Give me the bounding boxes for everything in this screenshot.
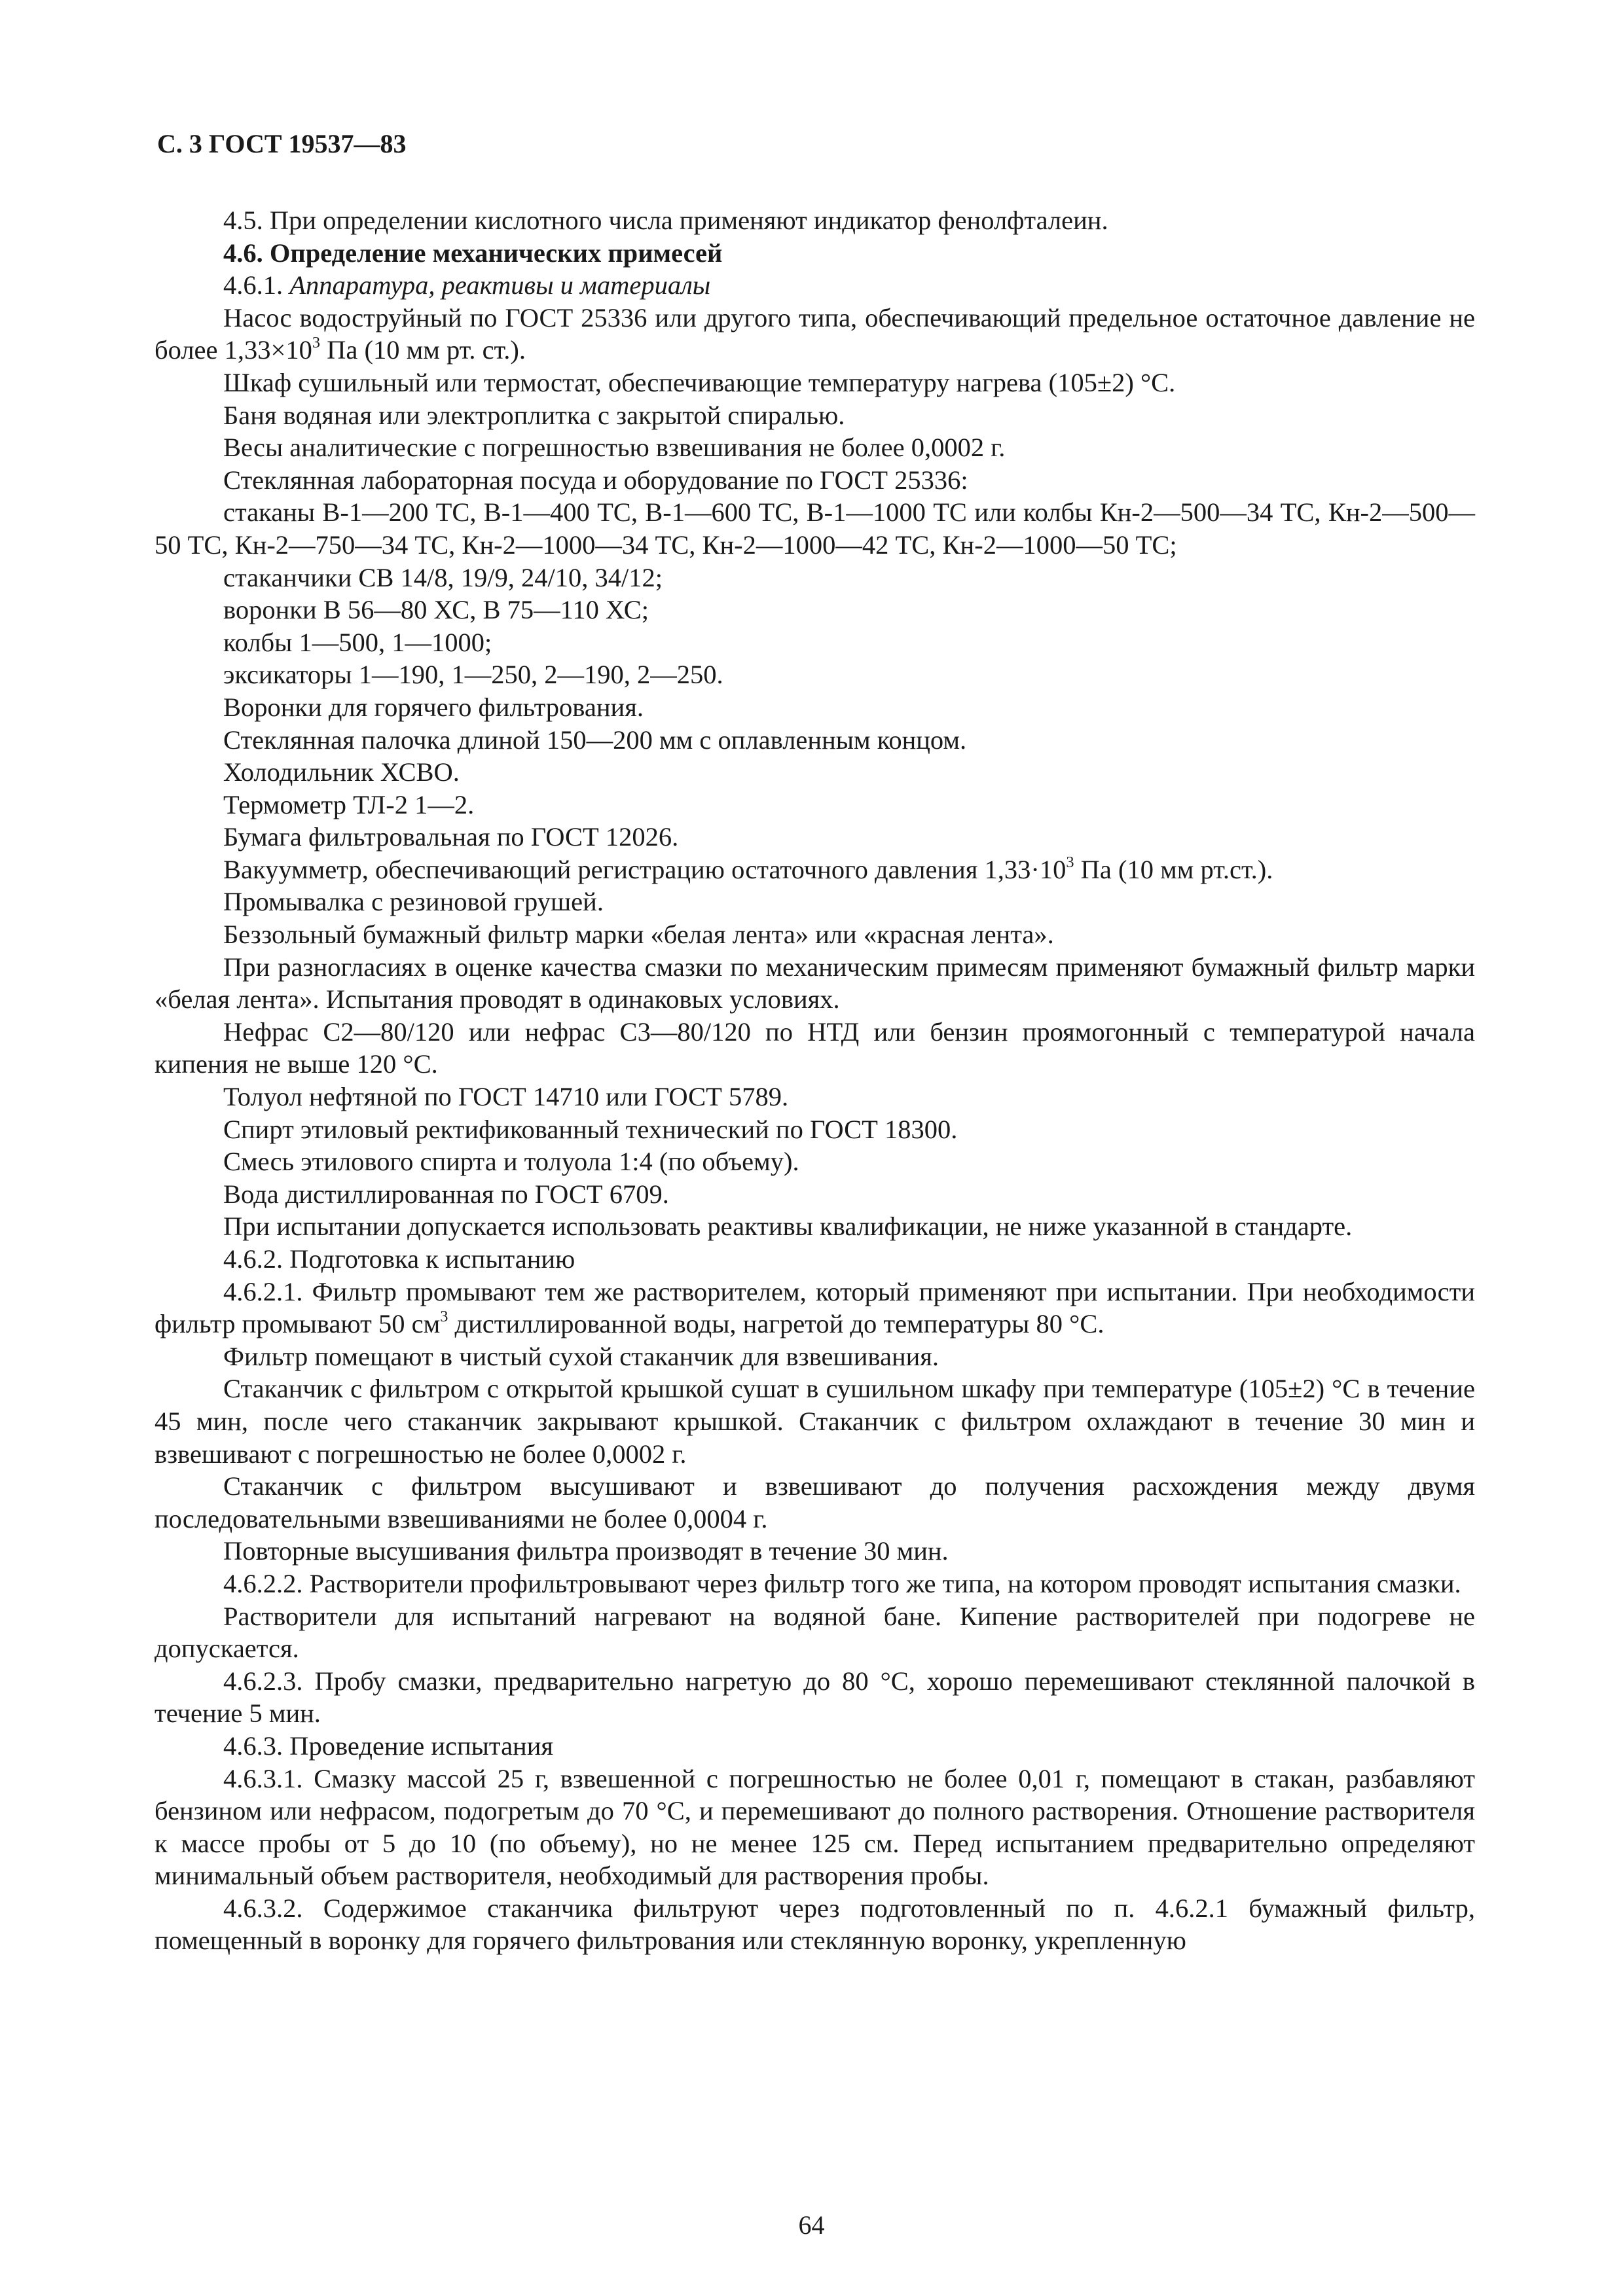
paragraph: эксикаторы 1—190, 1—250, 2—190, 2—250. (223, 660, 723, 690)
paragraph: Толуол нефтяной по ГОСТ 14710 или ГОСТ 5789. (223, 1082, 789, 1112)
paragraph: При разногласиях в оценке качества смазки по механическим примесям применяют бумажный фильтр марки «белая лента». Испытания проводят в одинаковых условиях. (155, 952, 1475, 1014)
paragraph: Баня водяная или электроплитка с закрытой спиралью. (223, 400, 845, 430)
paragraph: Растворители для испытаний нагревают на водяной бане. Кипение растворителей при подогреве не допускается. (155, 1601, 1475, 1664)
paragraph: 4.6.2.3. Пробу смазки, предварительно нагретую до 80 °С, хорошо перемешивают стеклянной палочкой в течение 5 мин. (155, 1666, 1475, 1729)
paragraph: Фильтр помещают в чистый сухой стаканчик для взвешивания. (223, 1341, 939, 1371)
paragraph: Вода дистиллированная по ГОСТ 6709. (223, 1179, 669, 1209)
paragraph: Стеклянная лабораторная посуда и оборудование по ГОСТ 25336: (223, 465, 968, 495)
paragraph: Весы аналитические с погрешностью взвешивания не более 0,0002 г. (223, 433, 1006, 463)
paragraph: Спирт этиловый ректификованный технический по ГОСТ 18300. (223, 1114, 958, 1144)
paragraph: Термометр ТЛ-2 1—2. (223, 789, 475, 819)
paragraph: Бумага фильтровальная по ГОСТ 12026. (223, 822, 679, 852)
page-number: 64 (798, 2210, 825, 2240)
paragraph: 4.6.1. Аппаратура, реактивы и материалы (223, 270, 711, 300)
paragraph: При испытании допускается использовать реактивы квалификации, не ниже указанной в стандарте. (223, 1211, 1353, 1242)
paragraph: 4.6.2.1. Фильтр промывают тем же растворителем, который применяют при испытании. При необходимости фильтр промывают 50 $см^3$ дистиллированной воды, нагретой до температуры 80 °С. (155, 1276, 1475, 1339)
paragraph: Стаканчик с фильтром с открытой крышкой сушат в сушильном шкафу при температуре (105±2) °С в течение 45 мин, после чего стаканчик закрывают крышкой. Стаканчик с фильтром охлаждают в течение 30 мин и взвешивают с погрешностью не более 0,0002 г. (155, 1374, 1475, 1469)
paragraph: колбы 1—500, 1—1000; (223, 627, 492, 657)
paragraph: Вакуумметр, обеспечивающий регистрацию остаточного давления $1,33\cdot 10^3$ Па (10 мм рт.ст.). (223, 853, 1273, 884)
paragraph: Промывалка с резиновой грушей. (223, 887, 604, 917)
paragraph: 4.6. Определение механических примесей (223, 238, 723, 268)
paragraph: Смесь этилового спирта и толуола 1:4 (по объему). (223, 1147, 799, 1177)
page-header: С. 3 ГОСТ 19537—83 (157, 129, 407, 158)
paragraph: 4.5. При определении кислотного числа применяют индикатор фенолфталеин. (223, 206, 1108, 235)
paragraph: Стеклянная палочка длиной 150—200 мм с оплавленным концом. (223, 725, 967, 755)
paragraph: Стаканчик с фильтром высушивают и взвешивают до получения расхождения между двумя последовательными взвешиваниями не более 0,0004 г. (155, 1471, 1475, 1534)
paragraph: 4.6.3. Проведение испытания (223, 1731, 554, 1761)
paragraph: стаканы В-1—200 ТС, В-1—400 ТС, В-1—600 ТС, В-1—1000 ТС или колбы Кн-2—500—34 ТС, Кн-2—500—50 ТС, Кн-2—750—34 ТС, Кн-2—1000—34 ТС, Кн-2—1000—42 ТС, Кн-2—1000—50 ТС; (155, 497, 1475, 560)
paragraph: Насос водоструйный по ГОСТ 25336 или другого типа, обеспечивающий предельное остаточное давление не более $1,33\times 10^3$ Па (10 мм рт. ст.). (155, 302, 1475, 365)
paragraph: 4.6.2.2. Растворители профильтровывают через фильтр того же типа, на котором проводят испытания смазки. (223, 1568, 1461, 1598)
paragraph: стаканчики СВ 14/8, 19/9, 24/10, 34/12; (223, 562, 663, 592)
body-text (155, 204, 1475, 1957)
paragraph: Повторные высушивания фильтра производят в течение 30 мин. (223, 1536, 949, 1566)
paragraph: 4.6.3.2. Содержимое стаканчика фильтруют через подготовленный по п. 4.6.2.1 бумажный фильтр, помещенный в воронку для горячего фильтрования или стеклянную воронку, укрепленную (155, 1893, 1475, 1956)
paragraph: Воронки для горячего фильтрования. (223, 692, 644, 722)
paragraph: воронки В 56—80 ХС, В 75—110 ХС; (223, 595, 649, 625)
paragraph: Нефрас С2—80/120 или нефрас С3—80/120 по НТД или бензин проямогонный с температурой начала кипения не выше 120 °С. (155, 1016, 1475, 1079)
paragraph: 4.6.3.1. Смазку массой 25 г, взвешенной с погрешностью не более 0,01 г, помещают в стакан, разбавляют бензином или нефрасом, подогретым до 70 °С, и перемешивают до полного растворения. Отношение растворителя к массе пробы от 5 до 10 (по объему), но не менее 125 см. Перед испытанием предварительно определяют минимальный объем растворителя, необходимый для растворения пробы. (155, 1763, 1475, 1891)
paragraph: 4.6.2. Подготовка к испытанию (223, 1244, 575, 1274)
paragraph: Шкаф сушильный или термостат, обеспечивающие температуру нагрева (105±2) °С. (223, 367, 1176, 397)
paragraph: Холодильник ХСВО. (223, 757, 460, 787)
paragraph: Беззольный бумажный фильтр марки «белая лента» или «красная лента». (223, 920, 1054, 950)
